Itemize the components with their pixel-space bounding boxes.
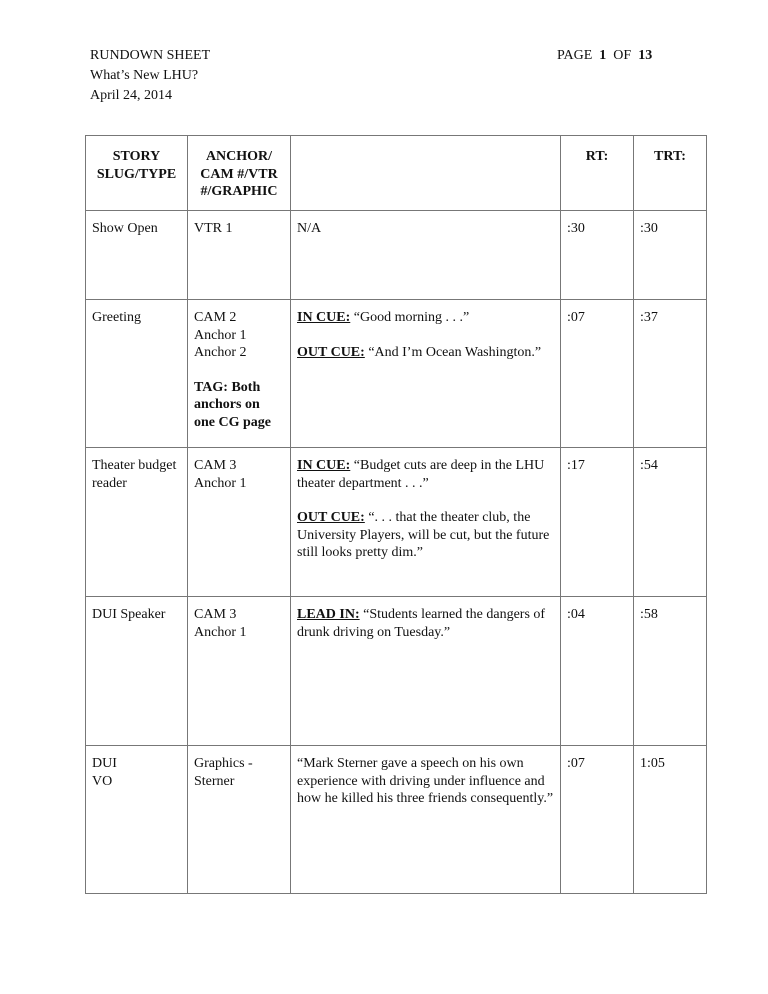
page-total: 13 xyxy=(638,48,653,63)
script-cell xyxy=(291,597,561,746)
show-name: What’s New LHU? xyxy=(90,68,199,83)
page-indicator xyxy=(557,46,652,66)
in-cue: IN CUE: “Budget cuts are deep in the LHU theater department . . .” xyxy=(297,458,545,491)
lead-in: LEAD IN: “Students learned the dangers of drunk driving on Tuesday.” xyxy=(297,607,546,640)
of-label: OF xyxy=(613,48,632,63)
table-row xyxy=(86,746,707,894)
anchor-cell: Graphics - Sterner xyxy=(188,746,291,894)
rt-cell: :07 xyxy=(561,300,634,448)
table-row xyxy=(86,211,707,300)
col-header-script xyxy=(291,136,561,211)
out-cue: OUT CUE: “. . . that the theater club, the University Players, will be cut, but the future still looks pretty dim.” xyxy=(297,510,550,560)
rundown-table xyxy=(85,135,707,894)
anchor-cell: VTR 1 xyxy=(188,211,291,300)
slug-cell: DUI Speaker xyxy=(86,597,188,746)
trt-cell: :58 xyxy=(634,597,707,746)
slug-cell: DUI VO xyxy=(86,746,188,894)
show-date: April 24, 2014 xyxy=(90,88,173,103)
rt-cell: :17 xyxy=(561,448,634,597)
table-row xyxy=(86,597,707,746)
script-cell: “Mark Sterner gave a speech on his own experience with driving under influence and how he killed his three friends consequently.” xyxy=(291,746,561,894)
col-header-slug: STORY SLUG/TYPE xyxy=(86,136,188,211)
rt-cell: :30 xyxy=(561,211,634,300)
table-row xyxy=(86,448,707,597)
out-cue: OUT CUE: “And I’m Ocean Washington.” xyxy=(297,344,542,360)
slug-cell: Show Open xyxy=(86,211,188,300)
header-left xyxy=(90,46,210,106)
trt-cell: :54 xyxy=(634,448,707,597)
col-header-rt: RT: xyxy=(561,136,634,211)
trt-cell: 1:05 xyxy=(634,746,707,894)
script-cell xyxy=(291,300,561,448)
sheet-title: RUNDOWN SHEET xyxy=(90,48,211,63)
anchor-cell: CAM 3 Anchor 1 xyxy=(188,448,291,597)
slug-cell: Greeting xyxy=(86,300,188,448)
script-cell xyxy=(291,448,561,597)
table-row xyxy=(86,300,707,448)
page-label: PAGE xyxy=(557,48,593,63)
rt-cell: :04 xyxy=(561,597,634,746)
rt-cell: :07 xyxy=(561,746,634,894)
trt-cell: :30 xyxy=(634,211,707,300)
in-cue: IN CUE: “Good morning . . .” xyxy=(297,310,470,325)
tag-note: TAG: Both xyxy=(194,379,261,395)
col-header-anchor: ANCHOR/ CAM #/VTR #/GRAPHIC xyxy=(188,136,291,211)
anchor-cell: CAM 2 Anchor 1 Anchor 2 TAG: Both anchors on one CG page xyxy=(188,300,291,448)
table-header-row xyxy=(86,136,707,211)
script-cell: N/A xyxy=(291,211,561,300)
col-header-trt: TRT: xyxy=(634,136,707,211)
anchor-cell: CAM 3 Anchor 1 xyxy=(188,597,291,746)
slug-cell: Theater budget reader xyxy=(86,448,188,597)
page-number: 1 xyxy=(599,48,607,63)
trt-cell: :37 xyxy=(634,300,707,448)
